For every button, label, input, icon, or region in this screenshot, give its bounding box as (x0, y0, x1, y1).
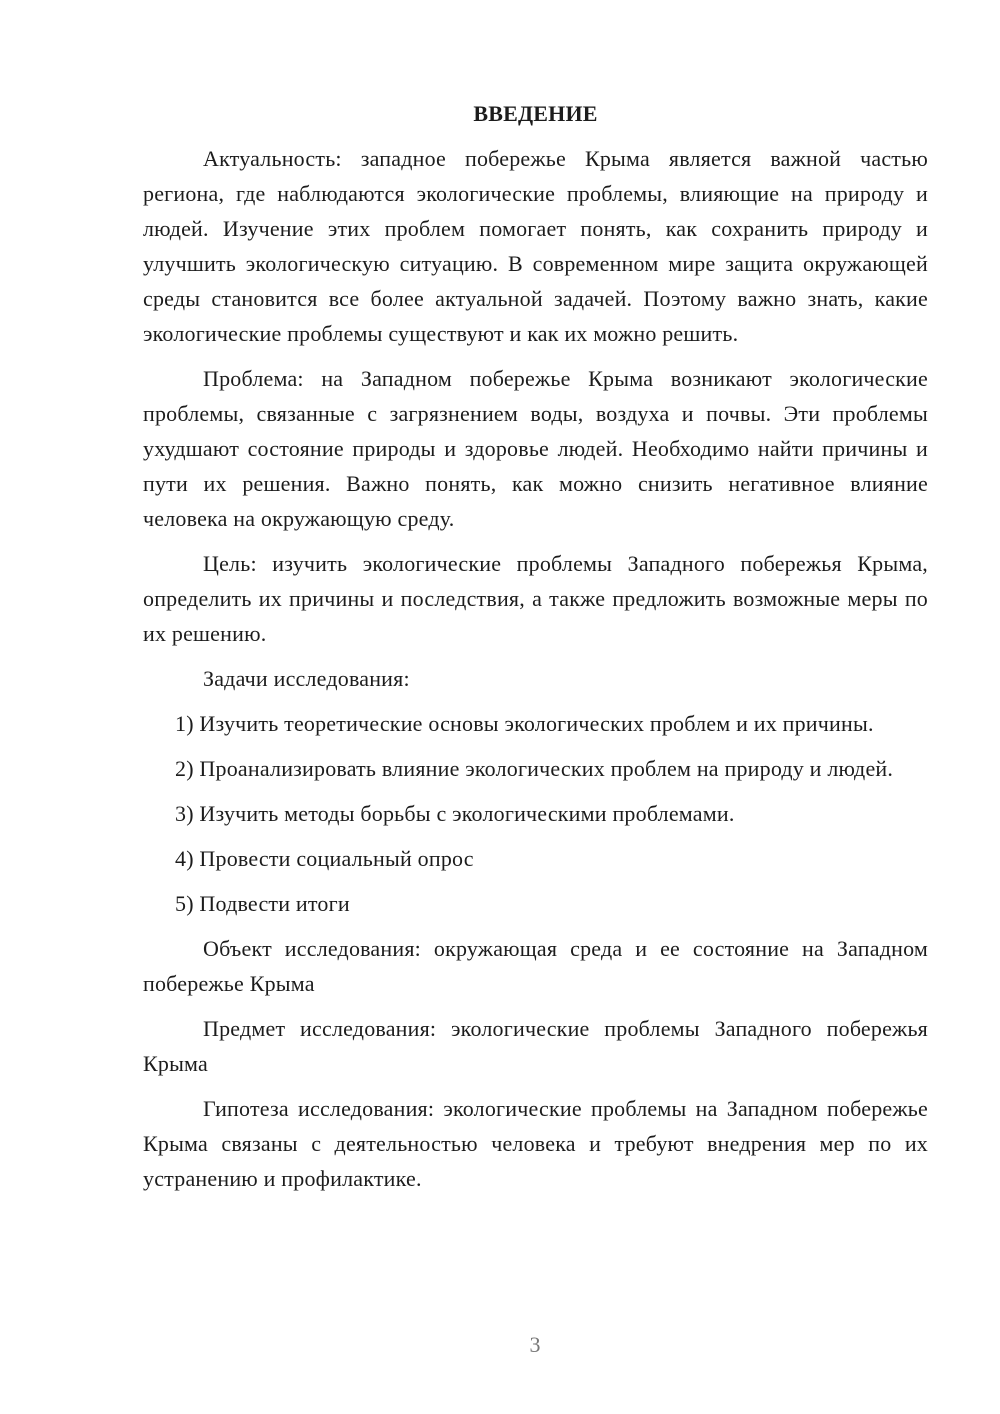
hypothesis-paragraph: Гипотеза исследования: экологические проблемы на Западном побережье Крыма связаны с деятельностью человека и требуют внедрения мер по их устранению и профилактике. (143, 1096, 928, 1191)
relevance-paragraph: Актуальность: западное побережье Крыма является важной частью региона, где наблюдаются экологические проблемы, влияющие на природу и людей. Изучение этих проблем помогает понять, как сохранить природу и улучшить экологическую ситуацию. В современном мире защита окружающей среды становится все более актуальной задачей. Поэтому важно знать, какие экологические проблемы существуют и как их можно решить. (143, 146, 928, 346)
task-item: 5) Подвести итоги (175, 891, 350, 916)
subject-paragraph: Предмет исследования: экологические проблемы Западного побережья Крыма (143, 1016, 928, 1076)
task-item: 3) Изучить методы борьбы с экологическими проблемами. (175, 801, 735, 826)
goal-paragraph: Цель: изучить экологические проблемы Западного побережья Крыма, определить их причины и последствия, а также предложить возможные меры по их решению. (143, 551, 928, 646)
task-item: 1) Изучить теоретические основы экологических проблем и их причины. (175, 711, 874, 736)
problem-paragraph: Проблема: на Западном побережье Крыма возникают экологические проблемы, связанные с загрязнением воды, воздуха и почвы. Эти проблемы ухудшают состояние природы и здоровье людей. Необходимо найти причины и пути их решения. Важно понять, как можно снизить негативное влияние человека на окружающую среду. (143, 366, 928, 531)
document-page (143, 96, 928, 1196)
task-item: 2) Проанализировать влияние экологических проблем на природу и людей. (175, 756, 894, 781)
page-number: 3 (529, 1332, 541, 1357)
object-paragraph: Объект исследования: окружающая среда и ее состояние на Западном побережье Крыма (143, 936, 928, 996)
tasks-heading: Задачи исследования: (203, 666, 410, 691)
page-title: ВВЕДЕНИЕ (473, 101, 598, 126)
task-item: 4) Провести социальный опрос (175, 846, 474, 871)
